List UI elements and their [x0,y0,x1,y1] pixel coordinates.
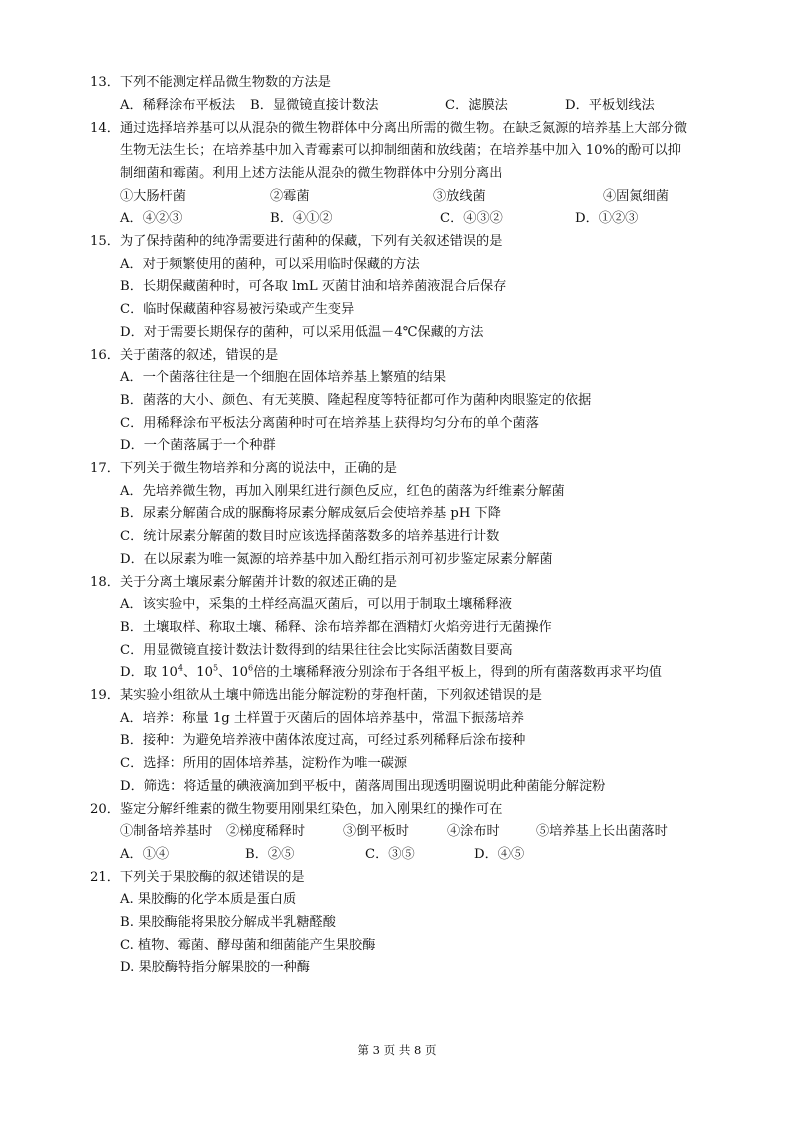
question-20 [90,799,730,867]
option-d: D．对于需要长期保存的菌种，可以采用低温－4℃保藏的方法 [120,324,484,340]
option-d: D．在以尿素为唯一氮源的培养基中加入酚红指示剂可初步鉴定尿素分解菌 [120,551,553,567]
option-d [90,662,730,685]
question-16 [90,345,730,458]
option-c: C．滤膜法 [445,97,508,113]
question-14 [90,118,730,231]
item-2: ②梯度稀释时 [226,824,306,840]
option-d: D．平板划线法 [565,97,655,113]
option-a: A．稀释涂布平板法 [120,97,236,113]
option-a: A. 果胶酶的化学本质是蛋白质 [120,892,297,908]
option-a: A．一个菌落往往是一个细胞在固体培养基上繁殖的结果 [120,370,447,386]
question-13 [90,72,730,117]
question-20-stem: 20．鉴定分解纤维素的微生物要用刚果红染色，加入刚果红的操作可在 [90,801,503,817]
question-13-stem: 13．下列不能测定样品微生物数的方法是 [90,75,331,90]
question-20-options [90,844,730,867]
page-number-footer: 第 3 页 共 8 页 [357,1043,437,1057]
option-d: D. 果胶酶特指分解果胶的一种酶 [120,960,310,976]
option-c: C．④③② [440,211,503,227]
option-d-mid-1: 、10 [183,665,213,681]
item-3: ③倒平板时 [343,824,409,840]
option-d: D．④⑤ [474,846,525,862]
option-a: A．①④ [120,846,170,862]
exponent-1: 4 [177,663,184,673]
item-5: ⑤培养基上长出菌落时 [536,824,668,840]
option-c: C．临时保藏菌种容易被污染或产生变异 [120,302,355,318]
question-14-stem-line-3: 制细菌和霉菌。利用上述方法能从混杂的微生物群体中分别分离出 [120,165,503,181]
option-b: B．接种：为避免培养液中菌体浓度过高，可经过系列稀释后涂布接种 [120,733,526,749]
option-b: B．④①② [270,211,333,227]
question-19-stem: 19．某实验小组欲从土壤中筛选出能分解淀粉的芽孢杆菌，下列叙述错误的是 [90,688,542,703]
question-14-items [90,186,730,209]
option-a: A．该实验中，采集的土样经高温灭菌后，可以用于制取土壤稀释液 [120,597,512,613]
option-a: A．培养：称量 1g 土样置于灭菌后的固体培养基中，常温下振荡培养 [120,710,524,726]
question-15 [90,231,730,344]
item-3: ③放线菌 [433,188,486,204]
item-4: ④涂布时 [447,824,500,840]
option-b: B．显微镜直接计数法 [250,97,379,113]
question-18 [90,572,730,685]
option-d: D．一个菌落属于一个种群 [120,438,276,454]
option-b: B．菌落的大小、颜色、有无荚膜、隆起程度等特征都可作为菌种肉眼鉴定的依据 [120,392,592,408]
option-d: D．筛选：将适量的碘液滴加到平板中，菌落周围出现透明圈说明此种菌能分解淀粉 [120,778,606,794]
option-d-suffix: 倍的土壤稀释液分别涂布于各组平板上，得到的所有菌落数再求平均值 [253,665,662,681]
option-a: A．对于频繁使用的菌种，可以采用临时保藏的方法 [120,256,420,272]
question-15-stem: 15．为了保持菌种的纯净需要进行菌种的保藏，下列有关叙述错误的是 [90,234,503,249]
question-20-items [90,821,730,844]
option-b: B．土壤取样、称取土壤、稀释、涂布培养都在酒精灯火焰旁进行无菌操作 [120,619,552,635]
item-1: ①大肠杆菌 [120,188,186,204]
item-1: ①制备培养基时 [120,824,213,840]
option-b: B．尿素分解菌合成的脲酶将尿素分解成氨后会使培养基 pH 下降 [120,506,501,522]
question-17 [90,458,730,571]
question-16-stem: 16．关于菌落的叙述，错误的是 [90,347,279,363]
question-14-options [90,208,730,231]
exponent-3: 6 [248,663,254,673]
option-d: D．①②③ [575,211,639,227]
question-13-options [90,95,730,118]
option-b: B. 果胶酶能将果胶分解成半乳糖醛酸 [120,914,336,930]
question-18-stem: 18．关于分离土壤尿素分解菌并计数的叙述正确的是 [90,574,397,590]
option-c: C．选择：所用的固体培养基，淀粉作为唯一碳源 [120,756,408,772]
option-a: A．④②③ [120,211,183,227]
option-c: C．用显微镜直接计数法计数得到的结果往往会比实际活菌数目要高 [120,642,513,658]
option-b: B．②⑤ [245,846,295,862]
option-b: B．长期保藏菌种时，可各取 lmL 灭菌甘油和培养菌液混合后保存 [120,279,507,295]
question-21-stem: 21．下列关于果胶酶的叙述错误的是 [90,869,305,885]
option-d-mid-2: 、10 [218,665,249,681]
item-2: ②霉菌 [270,188,310,204]
option-d-prefix: D．取 10 [120,665,178,681]
option-a: A．先培养微生物，再加入刚果红进行颜色反应，红色的菌落为纤维素分解菌 [120,483,565,499]
option-c: C．统计尿素分解菌的数目时应该选择菌落数多的培养基进行计数 [120,529,500,545]
option-c: C. 植物、霉菌、酵母菌和细菌能产生果胶酶 [120,937,376,953]
option-c: C．③⑤ [365,846,415,862]
item-4: ④固氮细菌 [603,188,669,204]
question-19 [90,685,730,798]
question-14-stem-line-2: 生物无法生长；在培养基中加入青霉素可以抑制细菌和放线菌；在培养基中加入 10%的酚可以抑 [120,143,681,159]
question-14-stem-line-1: 14．通过选择培养基可以从混杂的微生物群体中分离出所需的微生物。在缺乏氮源的培养基上大部分微 [90,120,688,136]
exponent-2: 5 [212,663,219,673]
question-21 [90,867,730,980]
option-c: C．用稀释涂布平板法分离菌种时可在培养基上获得均匀分布的单个菌落 [120,415,539,431]
question-17-stem: 17．下列关于微生物培养和分离的说法中，正确的是 [90,461,397,476]
